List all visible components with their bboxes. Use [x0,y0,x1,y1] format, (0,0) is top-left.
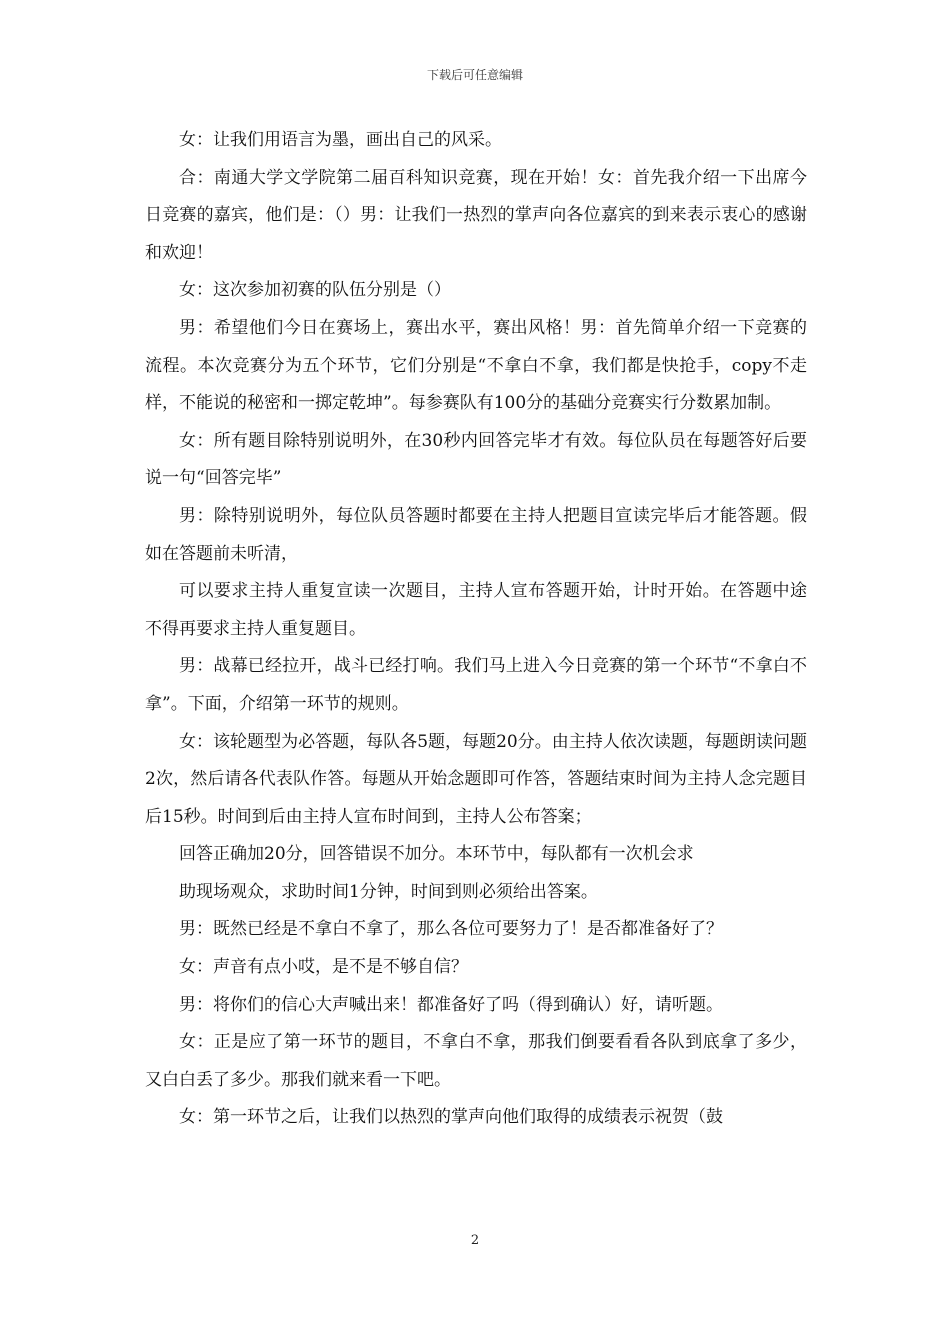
document-body [145,122,807,1137]
paragraph: 男：除特别说明外，每位队员答题时都要在主持人把题目宣读完毕后才能答题。假如在答题前未听清， [145,505,807,564]
paragraph: 女：这次参加初赛的队伍分别是（） [179,280,451,301]
page-number: 2 [470,1233,480,1248]
paragraph: 男：希望他们今日在赛场上，赛出水平，赛出风格！男：首先简单介绍一下竞赛的流程。本次竞赛分为五个环节，它们分别是“不拿白不拿，我们都是快抢手，copy不走样，不能说的秘密和一掷定乾坤”。每参赛队有100分的基础分竞赛实行分数累加制。 [145,317,807,414]
paragraph: 女：该轮题型为必答题，每队各5题，每题20分。由主持人依次读题，每题朗读问题2次，然后请各代表队作答。每题从开始念题即可作答，答题结束时间为主持人念完题目后15秒。时间到后由主持人宣布时间到，主持人公布答案； [145,731,807,827]
paragraph: 女：第一环节之后，让我们以热烈的掌声向他们取得的成绩表示祝贺（鼓 [179,1107,723,1128]
paragraph: 女：声音有点小哎，是不是不够自信？ [179,957,468,978]
paragraph: 女：让我们用语言为墨，画出自己的风采。 [179,130,502,150]
paragraph: 助现场观众，求助时间1分钟，时间到则必须给出答案。 [179,881,598,902]
paragraph: 合：南通大学文学院第二届百科知识竞赛，现在开始！女：首先我介绍一下出席今日竞赛的嘉宾，他们是：（）男：让我们一热烈的掌声向各位嘉宾的到来表示衷心的感谢和欢迎！ [145,167,807,263]
paragraph: 男：将你们的信心大声喊出来！都准备好了吗（得到确认）好，请听题。 [179,994,723,1015]
paragraph: 回答正确加20分，回答错误不加分。本环节中，每队都有一次机会求 [179,844,694,865]
paragraph: 男：战幕已经拉开，战斗已经打响。我们马上进入今日竞赛的第一个环节“不拿白不拿”。下面，介绍第一环节的规则。 [145,656,807,714]
page-header: 下载后可任意编辑 [426,68,523,82]
paragraph: 男：既然已经是不拿白不拿了，那么各位可要努力了！是否都准备好了？ [179,919,723,940]
paragraph: 女：正是应了第一环节的题目，不拿白不拿，那我们倒要看看各队到底拿了多少，又白白丢了多少。那我们就来看一下吧。 [145,1032,807,1090]
paragraph: 女：所有题目除特别说明外，在30秒内回答完毕才有效。每位队员在每题答好后要说一句“回答完毕” [145,430,807,489]
paragraph: 可以要求主持人重复宣读一次题目，主持人宣布答题开始，计时开始。在答题中途不得再要求主持人重复题目。 [145,581,807,639]
